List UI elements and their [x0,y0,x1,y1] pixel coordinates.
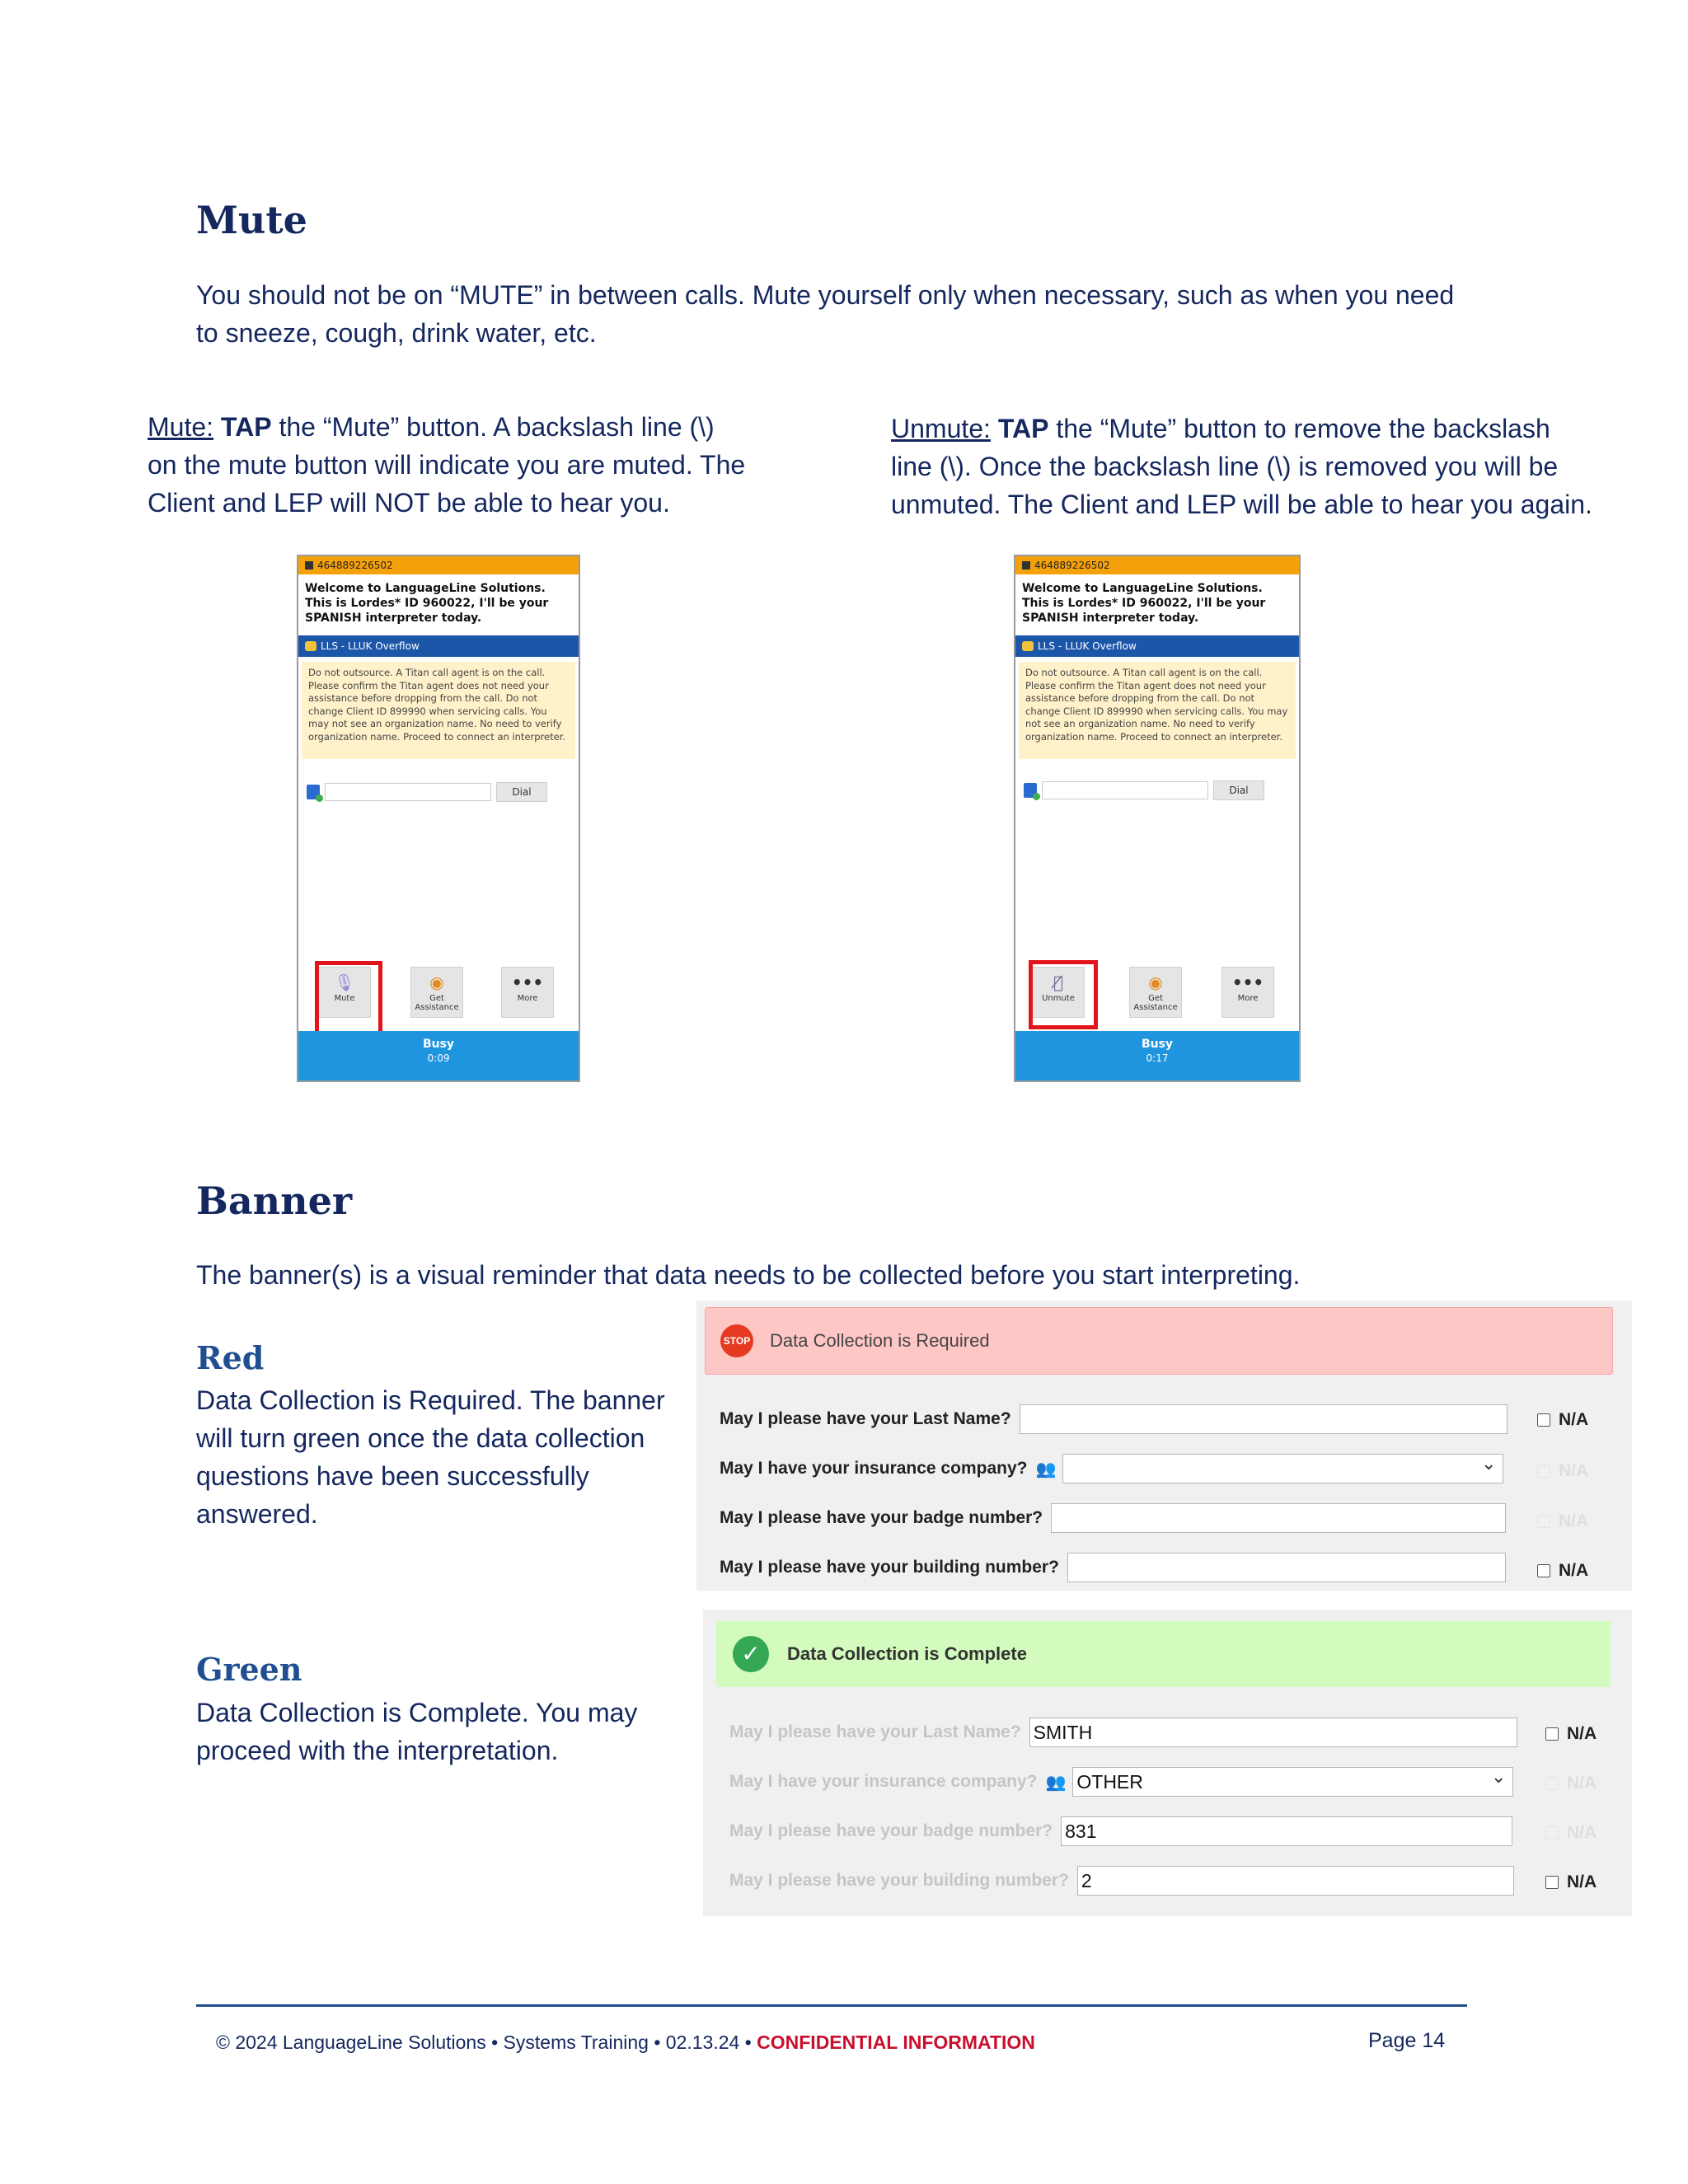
na-checkbox-building[interactable] [1537,1561,1588,1581]
red-line3: questions have been successfully [196,1461,589,1491]
question-building: May I please have your building number? [729,1871,1069,1890]
checkbox-box [1537,1465,1550,1478]
form-row-badge [720,1503,1506,1533]
red-line1: Data Collection is Required. The banner [196,1385,665,1415]
dial-button[interactable]: Dial [496,782,547,802]
green-form-panel [703,1610,1632,1916]
footer-copyright [216,2032,1035,2054]
dial-row [1024,780,1264,800]
unmute-line3: unmuted. The Client and LEP will be able to hear you again. [891,490,1592,519]
assist-label-1: Get [1148,994,1163,1003]
badge-input[interactable]: 831 [1061,1816,1512,1846]
mute-instructions [148,408,745,522]
call-icon [1022,561,1030,569]
stop-icon: STOP [720,1324,753,1357]
unmute-button-label: Unmute [1042,994,1075,1003]
assist-label-2: Assistance [1133,1003,1178,1012]
checkbox-box [1545,1826,1559,1840]
get-assistance-button[interactable] [410,967,463,1018]
na-checkbox-badge [1545,1823,1597,1843]
call-status: Busy [422,1038,455,1051]
more-button[interactable] [1221,967,1274,1018]
get-assistance-button[interactable] [1129,967,1182,1018]
building-input[interactable]: 2 [1077,1866,1514,1896]
na-label: N/A [1567,1872,1597,1891]
question-insurance: May I have your insurance company? [720,1459,1028,1478]
question-last-name: May I please have your Last Name? [720,1409,1011,1428]
na-label: N/A [1567,1823,1597,1842]
red-description [196,1381,665,1533]
assist-label-2: Assistance [415,1003,459,1012]
green-line1: Data Collection is Complete. You may [196,1698,638,1727]
na-label: N/A [1559,1511,1589,1530]
data-required-banner [705,1307,1613,1375]
more-dots-icon: ••• [1231,972,1264,992]
queue-name: LLS - LLUK Overflow [321,640,420,652]
banner-text: Data Collection is Complete [787,1643,1027,1664]
form-row-building [720,1553,1506,1582]
mute-button-label: Mute [334,994,355,1003]
question-building: May I please have your building number? [720,1558,1059,1577]
form-row-last-name [729,1718,1517,1747]
interpreter-hint-icon: 👥 [1035,1460,1057,1479]
na-label: N/A [1559,1461,1589,1480]
na-label: N/A [1567,1724,1597,1743]
checkbox-box[interactable] [1537,1413,1550,1427]
question-insurance: May I have your insurance company? [729,1772,1038,1791]
unmute-line1: the “Mute” button to remove the backslash [1048,414,1550,443]
mute-heading: Mute: [148,412,214,442]
queue-name: LLS - LLUK Overflow [1038,640,1137,652]
question-badge: May I please have your badge number? [729,1821,1053,1840]
call-note: Do not outsource. A Titan call agent is on the call. Please confirm the Titan agent does not need your assistance before dropping from the call. Do not change Client ID 899990 when servicing calls. You may not see an organization name. No need to verify organization name. Proceed to connect an interpreter. [1019,662,1296,759]
na-checkbox-last-name[interactable] [1537,1410,1588,1430]
green-heading: Green [196,1651,302,1688]
footer-divider [196,2004,1467,2007]
queue-icon [1022,641,1034,651]
form-row-insurance [720,1454,1503,1483]
page-number: Page 14 [1368,2029,1446,2052]
welcome-message: Welcome to LanguageLine Solutions. This is Lordes* ID 960022, I'll be your SPANISH interpreter today. [1022,582,1266,625]
form-row-insurance [729,1767,1513,1797]
call-status-bar [298,1031,579,1080]
na-checkbox-building[interactable] [1545,1872,1597,1892]
building-input[interactable] [1067,1553,1506,1582]
highlight-frame [1029,960,1098,1029]
mute-section-title: Mute [196,198,307,242]
unmute-instructions [891,410,1592,523]
dial-button[interactable]: Dial [1213,780,1264,800]
checkbox-box [1537,1515,1550,1528]
green-line2: proceed with the interpretation. [196,1736,559,1765]
more-dots-icon: ••• [511,972,544,992]
unmute-heading: Unmute: [891,414,991,443]
na-label: N/A [1559,1561,1589,1580]
phone-contact-icon [1024,783,1037,798]
more-label: More [517,994,538,1003]
assistance-icon: ◉ [1148,972,1163,992]
call-note: Do not outsource. A Titan call agent is on the call. Please confirm the Titan agent does not need your assistance before dropping from the call. Do not change Client ID 899990 when servicing calls. You may not see an organization name. No need to verify organization name. Proceed to connect an interpreter. [302,662,575,759]
checkbox-box[interactable] [1545,1727,1559,1741]
form-row-last-name [720,1404,1507,1434]
mute-intro-line1: You should not be on “MUTE” in between calls. Mute yourself only when necessary, such as when you need [196,280,1455,310]
call-icon [305,561,313,569]
banner-section-title: Banner [196,1179,353,1223]
call-timer: 0:09 [427,1052,450,1064]
na-label: N/A [1567,1774,1597,1793]
na-label: N/A [1559,1410,1589,1429]
unmute-tap: TAP [997,414,1049,443]
call-id: 464889226502 [317,560,393,571]
mute-intro-line2: to sneeze, cough, drink water, etc. [196,318,597,348]
na-checkbox-insurance [1545,1774,1597,1793]
more-label: More [1237,994,1259,1003]
phone-screenshot-unmuted [1014,555,1301,1082]
green-description [196,1694,637,1769]
mute-tap: TAP [220,412,272,442]
insurance-select[interactable] [1062,1454,1503,1483]
call-status: Busy [1141,1038,1174,1051]
na-checkbox-badge [1537,1511,1588,1531]
last-name-input[interactable]: SMITH [1029,1718,1517,1747]
microphone-muted-icon: 🎙̸ [1053,972,1063,992]
unmute-line2: line (\). Once the backslash line (\) is removed you will be [891,452,1559,481]
mute-line2: on the mute button will indicate you are muted. The [148,450,746,480]
queue-bar [298,635,579,657]
form-row-building [729,1866,1514,1896]
badge-input[interactable] [1051,1503,1506,1533]
question-badge: May I please have your badge number? [720,1508,1043,1527]
queue-icon [305,641,316,651]
banner-intro: The banner(s) is a visual reminder that data needs to be collected before you start interpreting. [196,1260,1301,1290]
microphone-icon: 🎙 [334,972,355,992]
red-line4: answered. [196,1499,318,1529]
red-heading: Red [196,1339,265,1376]
mute-line3: Client and LEP will NOT be able to hear you. [148,488,670,518]
red-form-panel [696,1301,1632,1591]
checkbox-box [1545,1777,1559,1790]
call-id-bar [298,556,579,574]
insurance-select[interactable]: OTHER ⌄ [1072,1767,1513,1797]
queue-bar [1015,635,1299,657]
more-button[interactable] [501,967,554,1018]
form-row-badge [729,1816,1512,1846]
interpreter-hint-icon: 👥 [1045,1773,1067,1792]
check-circle-icon: ✓ [733,1636,769,1672]
phone-screenshot-muted [297,555,580,1082]
highlight-frame [315,961,382,1035]
welcome-message: Welcome to LanguageLine Solutions. This is Lordes* ID 960022, I'll be your SPANISH interpreter today. [305,582,549,625]
dial-input[interactable] [1042,781,1208,799]
mute-intro [196,276,1454,352]
dial-input[interactable] [325,783,491,801]
checkbox-box[interactable] [1545,1876,1559,1889]
last-name-input[interactable] [1020,1404,1507,1434]
assist-label-1: Get [429,994,444,1003]
confidential-label: CONFIDENTIAL INFORMATION [757,2032,1035,2053]
mute-line1: the “Mute” button. A backslash line (\) [271,412,715,442]
data-complete-banner [716,1621,1611,1687]
question-last-name: May I please have your Last Name? [729,1722,1021,1741]
red-line2: will turn green once the data collection [196,1423,645,1453]
call-timer: 0:17 [1146,1052,1169,1064]
copyright-text: © 2024 LanguageLine Solutions • Systems Training • 02.13.24 • [216,2032,757,2053]
call-id-bar [1015,556,1299,574]
na-checkbox-insurance [1537,1461,1588,1481]
dial-row [307,782,547,802]
assistance-icon: ◉ [429,972,444,992]
call-id: 464889226502 [1034,560,1110,571]
phone-contact-icon [307,785,320,799]
na-checkbox-last-name[interactable] [1545,1724,1597,1744]
call-status-bar [1015,1031,1299,1080]
banner-text: Data Collection is Required [770,1330,990,1351]
checkbox-box[interactable] [1537,1564,1550,1577]
